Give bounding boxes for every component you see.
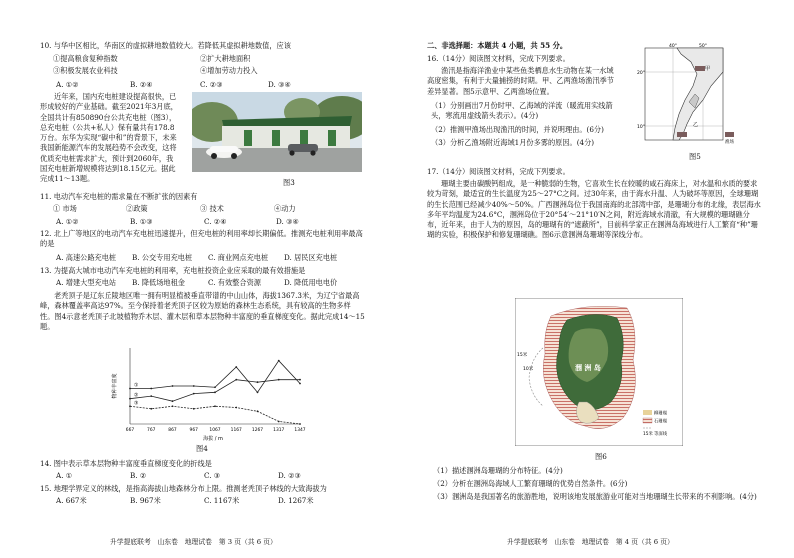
fig6-island-label: 涠 洲 岛 xyxy=(575,364,601,372)
page-right xyxy=(397,0,794,558)
fig5-legend-label: 渔场 xyxy=(725,140,734,145)
q14-stem: 14. 图中表示草本层物种丰富度垂直梯度变化的折线是 xyxy=(40,459,212,468)
q16-body: 渔汛是指海洋渔业中某些鱼类栖息水生动物在某一水域高度密集，有利于大量捕捞的时期。甲、乙两渔场渔汛季节差异显著。图5示意甲、乙两渔场位置。 xyxy=(427,66,614,96)
fig4-point xyxy=(299,379,301,381)
fig4-point xyxy=(214,386,216,388)
q15-stem: 15. 地理学界定义的林线，是指高海拔山地森林分布上限。推测老秃顶子林线的大致海拔为 xyxy=(40,484,327,493)
fig6-map xyxy=(515,298,683,446)
fig4-x-tick: 1317 xyxy=(273,428,285,433)
q14-choice-c[interactable]: C. ③ xyxy=(204,471,221,480)
q17-stem: 17.（14分）阅读图文材料，完成下列要求。 xyxy=(427,167,570,176)
fig4-chart xyxy=(108,342,308,442)
fig5-label-yi: 乙 xyxy=(693,122,699,128)
fig4-point xyxy=(235,366,237,368)
fig4-point xyxy=(150,395,152,397)
q11-opt-2: ②政策 xyxy=(126,204,148,213)
footer-left: 升学提底联考 山东卷 地理试卷 第 3 页（共 6 页） xyxy=(110,538,277,546)
q17-part-1: （1）描述涠洲岛珊瑚的分布特征。(4分) xyxy=(433,466,563,475)
fig4-point xyxy=(172,385,174,387)
fig6-caption: 图6 xyxy=(595,452,607,461)
fig4-point xyxy=(235,379,237,381)
fig4-series-line-3 xyxy=(130,406,300,424)
fig4-xlabel: 海拔 / m xyxy=(203,436,223,442)
q17-part-2: （2）分析在涠洲岛海域人工繁育珊瑚的优势自然条件。(6分) xyxy=(433,479,628,488)
q12-stem: 12. 北上广等地区的电动汽车充电桩迅速提升，但充电桩的利用率却长期偏低。推测充电桩利用率最高的是 xyxy=(40,229,363,249)
fig5-caption: 图5 xyxy=(689,152,701,161)
q11-choice-d[interactable]: D. ③④ xyxy=(276,217,299,226)
q11-choice-b[interactable]: B. ①③ xyxy=(130,217,153,226)
q11-opt-3: ③ 技术 xyxy=(200,204,224,213)
fig6-depth-10: 10米 xyxy=(523,367,534,372)
q13-choice-c[interactable]: C. 有效整合资源 xyxy=(208,278,261,287)
fig4-series-label: ① xyxy=(134,382,139,389)
section-title: 二、非选择题：本题共 4 小题，共 55 分。 xyxy=(427,41,568,50)
q16-part-2: （2）推测甲渔场出现渔汛的时间，并说明理由。(6分) xyxy=(431,125,604,134)
fig4-point xyxy=(172,400,174,402)
q17-body: 珊瑚主要由碳酸钙组成，是一种脆弱的生物，它喜欢生长在较暖的咸石海床上，对水温和水质的要求较为苛刻，最适宜的生长温度为25～27°C之间。过30年来，由于海水升温、人为破坏等原因，全球珊瑚的生长范围已经减少40%～50%。广西涠洲岛位于我国南海的北部湾中部，是珊瑚分布的北缘，表层海水多年平均温度为24.6°C，涠洲岛位于20°54′～21°10′N之间，附近海域水清澈，有大规模的珊瑚礁分布，近年来，由于人为的原因，岛的珊瑚有的“遮蔽所”，目前科学家正在涠洲岛海域进行人工繁育“种”珊瑚的实验，积极保护和修复珊瑚礁。图6示意涠洲岛珊瑚等深线分布。 xyxy=(427,179,761,240)
q13-choice-b[interactable]: B. 降低场地租金 xyxy=(132,278,185,287)
fig4-point xyxy=(193,393,195,395)
fig4-x-tick: 667 xyxy=(125,428,135,433)
passage-laotudingzi: 老秃顶子是辽东丘陵地区唯一拥有明显植被垂直带谱的中山山体，海拔1367.3米，为辽宁省最高峰，森林覆盖率高达97%。至今保持着老秃顶子区较为原始的森林生态系统，具有较高的生物多样性。图4示意老秃顶子北坡植物乔木层、灌木层和草本层物种丰富度的垂直梯度变化。据此完成14～15题。 xyxy=(40,291,365,331)
fig5-fishery-yi xyxy=(677,132,687,137)
fig6-legend-swatch-2 xyxy=(643,418,652,423)
q11-opt-1: ① 市场 xyxy=(53,204,77,213)
fig4-point xyxy=(299,383,301,385)
fig5-label-jia: 甲 xyxy=(705,66,711,72)
q12-choice-d[interactable]: D. 居民区充电桩 xyxy=(284,253,338,262)
fig4-x-tick: 1167 xyxy=(230,428,242,433)
fig4-point xyxy=(129,388,131,390)
q15-choice-a[interactable]: A. 667米 xyxy=(56,496,87,505)
q10-choice-a[interactable]: A. ①② xyxy=(56,80,79,89)
q15-choice-d[interactable]: D. 1267米 xyxy=(278,496,314,505)
fig4-x-tick: 767 xyxy=(147,428,156,433)
fig4-point xyxy=(278,421,280,423)
fig4-point xyxy=(278,379,280,381)
q13-stem: 13. 为提高大城市电动汽车充电桩的利用率，充电桩投资企业应采取的最有效措施是 xyxy=(40,266,306,275)
fig6-legend-1: 柳珊瑚 xyxy=(654,411,667,417)
fig6-legend-3: 15米 等深线 xyxy=(643,432,668,437)
fig4-point xyxy=(193,408,195,410)
fig4-point xyxy=(278,360,280,362)
fig6-map-svg xyxy=(515,298,683,446)
passage-ev-charging: 近年来，国内充电桩建设提高很快，已形成较好的产业基础。截至2021年3月底，全国共计有850890台公共充电桩（图3），总充电桩（公共+私人）保有量共有178.8万台。东华为实现“碳中和”的背景下，未来我国新能源汽车的发展趋势不会改变，这将优质充电桩需求扩大，预计到2060年，我国充电桩新增规模将达到18.15亿元。据此完成11～13题。 xyxy=(40,92,178,184)
q14-choice-d[interactable]: D. ②③ xyxy=(278,471,301,480)
fig4-point xyxy=(257,391,259,393)
fig4-caption: 图4 xyxy=(196,444,208,453)
fig4-point xyxy=(214,405,216,407)
fig4-x-tick: 1267 xyxy=(251,428,264,433)
q13-choice-d[interactable]: D. 降低用电电价 xyxy=(284,278,338,287)
fig5-lon-50: 50° xyxy=(699,44,707,49)
fig4-point xyxy=(150,388,152,390)
q12-choice-a[interactable]: A. 高速公路充电桩 xyxy=(56,253,117,262)
fig3-photo xyxy=(192,92,362,172)
fig3-caption: 图3 xyxy=(283,178,295,187)
fig4-point xyxy=(235,407,237,409)
fig6-legend-swatch-1 xyxy=(643,410,652,415)
footer-right: 升学提底联考 山东卷 地理试卷 第 4 页（共 6 页） xyxy=(507,538,674,546)
q12-choice-b[interactable]: B. 公交专用充电桩 xyxy=(132,253,193,262)
q11-choice-c[interactable]: C. ②④ xyxy=(204,217,227,226)
q12-choice-c[interactable]: C. 商业网点充电桩 xyxy=(208,253,269,262)
q16-stem: 16.（14分）阅读图文材料，完成下列要求。 xyxy=(427,54,570,63)
q10-opt-1: ①提高粮食复种指数 xyxy=(53,54,118,63)
fig4-point xyxy=(257,381,259,383)
q15-choice-b[interactable]: B. 967米 xyxy=(130,496,161,505)
q10-opt-4: ④增加劳动力投入 xyxy=(200,66,258,75)
q13-choice-a[interactable]: A. 增建大型充电站 xyxy=(56,278,117,287)
fig4-x-tick: 867 xyxy=(168,428,177,433)
fig5-map xyxy=(637,42,745,148)
fig4-ylabel: 物种丰富度 xyxy=(112,373,118,399)
q17-part-3: （3）涠洲岛是我国著名的旅游胜地，说明该地发展旅游业可能对当地珊瑚生长带来的不利影响。(4分) xyxy=(433,492,757,501)
fig5-lon-40: 40° xyxy=(669,44,677,49)
fig4-point xyxy=(193,385,195,387)
q11-choice-a[interactable]: A. ①② xyxy=(56,217,79,226)
fig4-point xyxy=(150,408,152,410)
fig4-point xyxy=(257,410,259,412)
fig5-map-svg xyxy=(637,42,745,148)
q11-opt-4: ④动力 xyxy=(274,204,296,213)
fig4-series-label: ② xyxy=(134,392,139,399)
charging-station-photo xyxy=(192,92,362,172)
q10-choice-b[interactable]: B. ②④ xyxy=(130,80,153,89)
fig4-point xyxy=(299,423,301,425)
q14-choice-a[interactable]: A. ① xyxy=(56,471,73,480)
fig4-series-line-2 xyxy=(130,380,300,402)
fig4-point xyxy=(129,405,131,407)
q10-choice-c[interactable]: C. ②③ xyxy=(200,80,223,89)
fig4-x-tick: 1347 xyxy=(294,428,306,433)
q10-opt-3: ③积极发展农业科技 xyxy=(53,66,118,75)
fig4-point xyxy=(214,391,216,393)
fig6-depth-15: 15米 xyxy=(517,353,528,358)
fig5-lat-20: 20° xyxy=(637,71,645,76)
fig5-legend-swatch xyxy=(725,132,734,137)
fig4-series-label: ③ xyxy=(134,400,139,407)
fig6-legend-2: 石珊瑚 xyxy=(654,419,667,425)
q10-opt-2: ②扩大耕地面积 xyxy=(200,54,251,63)
q16-part-1: （1）分别画出7月份时甲、乙海域的洋流（暖流用实线箭头，寒流用虚线箭头表示）。(4分) xyxy=(431,101,613,121)
fig4-x-tick: 967 xyxy=(189,428,198,433)
q16-part-3: （3）分析乙渔场附近海域1月份多雾的原因。(4分) xyxy=(431,138,595,147)
q10-choice-d[interactable]: D. ③④ xyxy=(268,80,291,89)
fig4-point xyxy=(129,398,131,400)
fig4-point xyxy=(172,405,174,407)
q15-choice-c[interactable]: C. 1167米 xyxy=(204,496,240,505)
fig5-lat-10: 10° xyxy=(637,125,645,130)
q10-stem: 10. 与华中区相比，华南区的虚拟耕地数值较大。若降低其虚拟耕地数值，应该 xyxy=(40,41,291,50)
q11-stem: 11. 电动汽车充电桩的需求量在不断扩张的因素有 xyxy=(40,192,198,201)
fig4-x-tick: 1067 xyxy=(209,428,221,433)
q14-choice-b[interactable]: B. ② xyxy=(130,471,147,480)
fig5-fishery-jia xyxy=(695,66,705,71)
fig4-line-chart xyxy=(108,342,308,442)
